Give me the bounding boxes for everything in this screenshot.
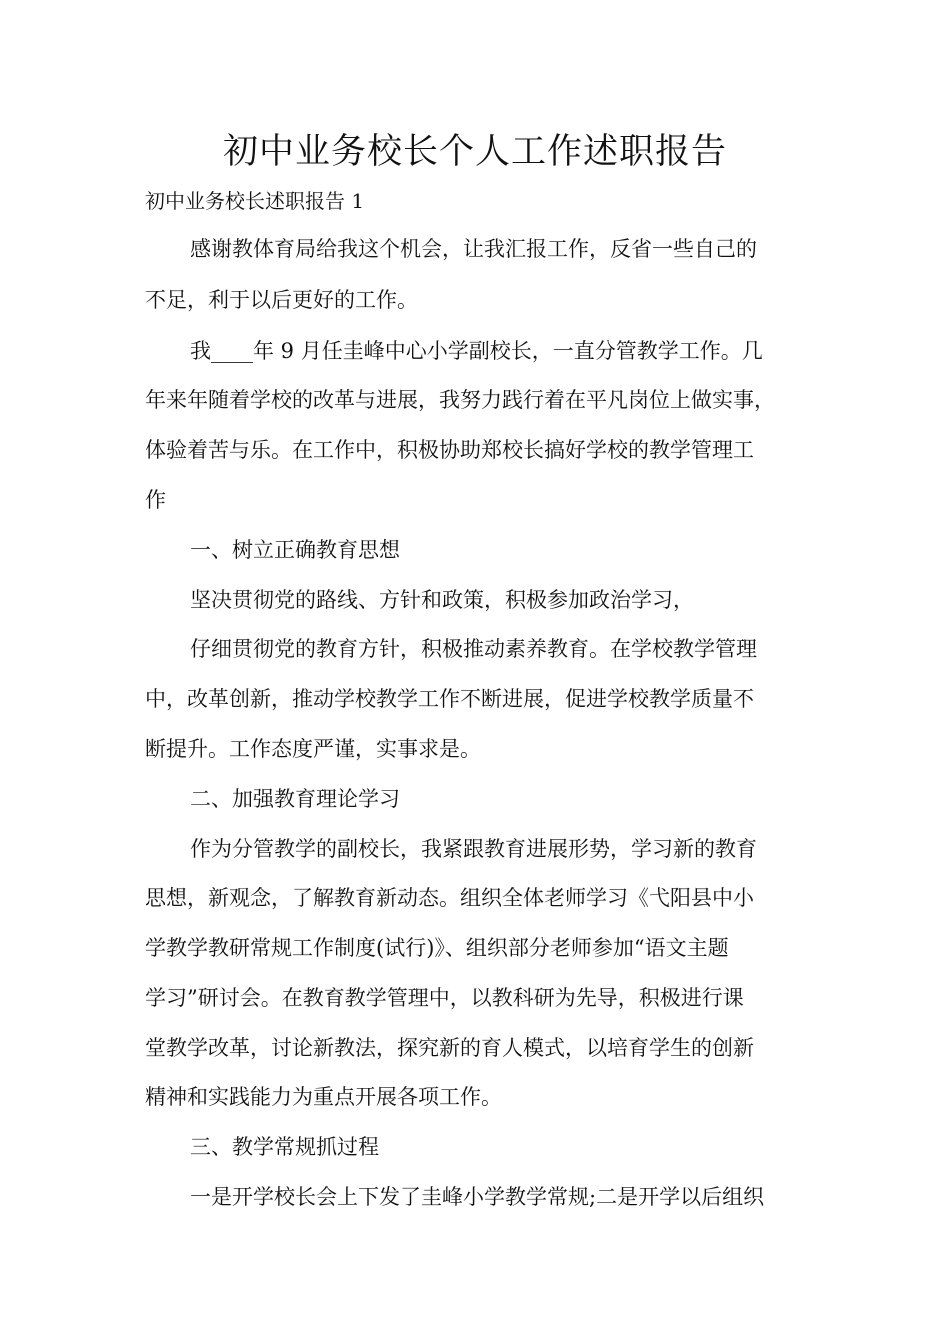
paragraph-line: 思想，新观念，了解教育新动态。组织全体老师学习《弋阳县中小 bbox=[145, 886, 754, 910]
paragraph-line: 学习”研讨会。在教育教学管理中，以教科研为先导，积极进行课 bbox=[145, 986, 744, 1010]
document-subtitle: 初中业务校长述职报告 1 bbox=[145, 189, 365, 213]
paragraph-line: 体验着苦与乐。在工作中，积极协助郑校长搞好学校的教学管理工 bbox=[145, 438, 754, 462]
paragraph-line: 堂教学改革，讨论新教法，探究新的育人模式，以培育学生的创新 bbox=[145, 1036, 754, 1060]
paragraph-line: 不足，利于以后更好的工作。 bbox=[145, 288, 418, 312]
section-heading: 二、加强教育理论学习 bbox=[190, 787, 400, 811]
paragraph-line: 年来年随着学校的改革与进展，我努力践行着在平凡岗位上做实事， bbox=[145, 388, 775, 412]
section-heading: 三、教学常规抓过程 bbox=[190, 1135, 379, 1159]
paragraph-line: 我____年 9 月任圭峰中心小学副校长，一直分管教学工作。几 bbox=[190, 339, 763, 363]
paragraph-line: 一是开学校长会上下发了圭峰小学教学常规;二是开学以后组织 bbox=[190, 1185, 765, 1209]
paragraph-line: 感谢教体育局给我这个机会，让我汇报工作，反省一些自己的 bbox=[190, 237, 757, 261]
paragraph-line: 中，改革创新，推动学校教学工作不断进展，促进学校教学质量不 bbox=[145, 687, 754, 711]
paragraph-line: 作 bbox=[145, 488, 166, 512]
paragraph-line: 仔细贯彻党的教育方针，积极推动素养教育。在学校教学管理 bbox=[190, 637, 757, 661]
paragraph-line: 断提升。工作态度严谨，实事求是。 bbox=[145, 737, 481, 761]
paragraph-line: 学教学教研常规工作制度(试行)》、组织部分老师参加“语文主题 bbox=[145, 936, 729, 960]
paragraph-line: 作为分管教学的副校长，我紧跟教育进展形势，学习新的教育 bbox=[190, 837, 757, 861]
paragraph-line: 坚决贯彻党的路线、方针和政策，积极参加政治学习， bbox=[190, 588, 694, 612]
paragraph-line: 精神和实践能力为重点开展各项工作。 bbox=[145, 1085, 502, 1109]
section-heading: 一、树立正确教育思想 bbox=[190, 538, 400, 562]
document-title: 初中业务校长个人工作述职报告 bbox=[222, 132, 727, 172]
